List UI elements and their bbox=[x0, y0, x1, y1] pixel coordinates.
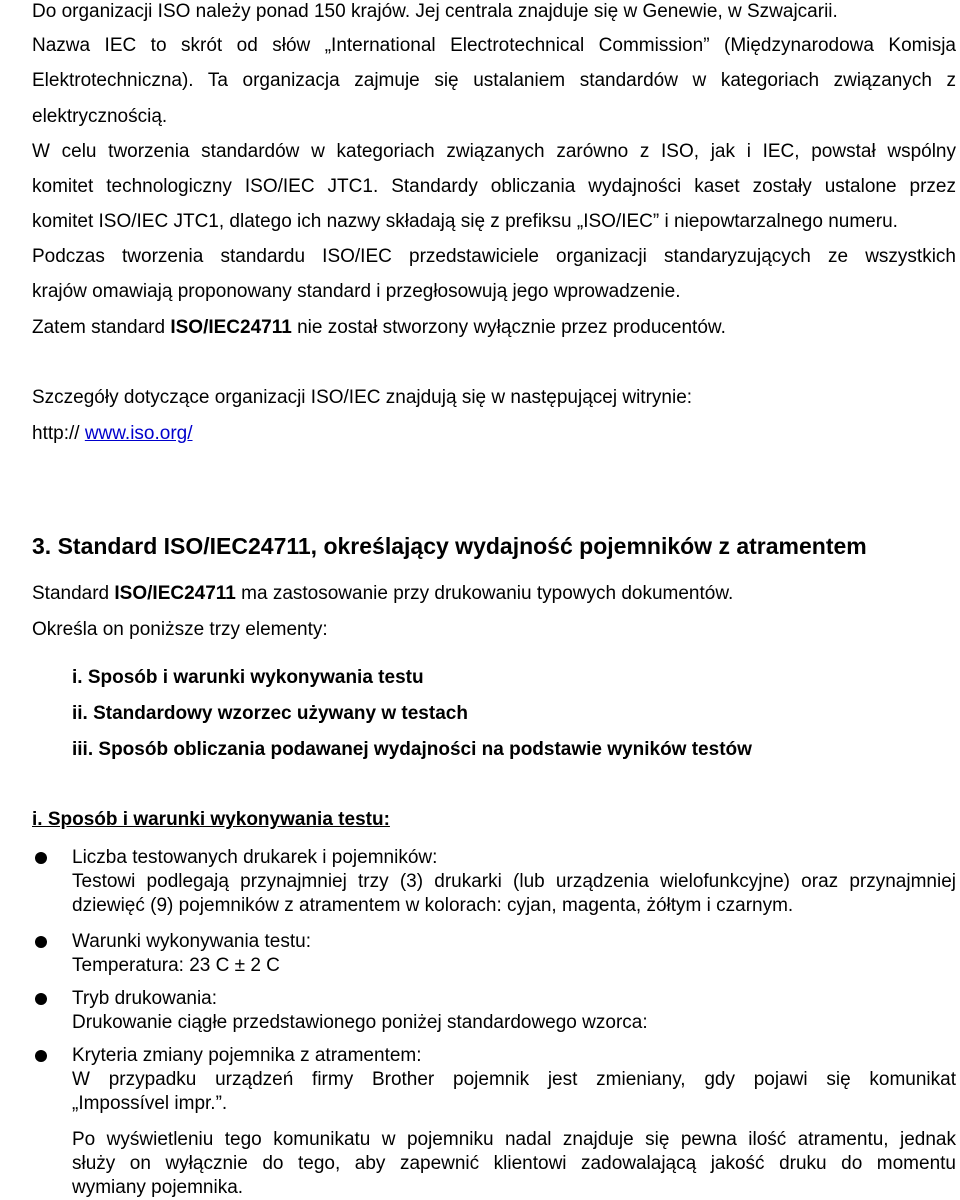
paragraph-line: Do organizacji ISO należy ponad 150 krajów. Jej centrala znajduje się w Genewie, w Szwajcarii. bbox=[32, 1, 838, 22]
url-prefix: http:// bbox=[32, 423, 85, 444]
section-defines: Określa on poniższe trzy elementy: bbox=[32, 619, 328, 640]
website-link[interactable]: www.iso.org/ bbox=[84, 423, 193, 444]
closing-text: wymiany pojemnika. bbox=[72, 1177, 244, 1198]
list-item: ii. Standardowy wzorzec używany w testach bbox=[72, 703, 468, 724]
section-heading: 3. Standard ISO/IEC24711, określający wydajność pojemników z atramentem bbox=[32, 533, 867, 559]
paragraph-line bbox=[32, 316, 956, 340]
bullet-icon bbox=[35, 936, 47, 948]
subsection-title: i. Sposób i warunki wykonywania testu: bbox=[32, 809, 390, 830]
text-segment: ma zastosowanie przy drukowaniu typowych dokumentów. bbox=[235, 583, 734, 604]
standard-name: ISO/IEC24711 bbox=[170, 317, 292, 338]
paragraph-line: krajów omawiają proponowany standard i przegłosowują jego wprowadzenie. bbox=[32, 281, 681, 302]
text-segment: nie został stworzony wyłącznie przez producentów. bbox=[291, 317, 726, 338]
website-line bbox=[32, 422, 956, 446]
paragraph-line: Podczas tworzenia standardu ISO/IEC przedstawiciele organizacji standaryzujących ze wszystkich bbox=[32, 246, 956, 267]
paragraph-line: Nazwa IEC to skrót od słów „International Electrotechnical Commission” (Międzynarodowa Komisja bbox=[32, 35, 956, 56]
details-text: Szczegóły dotyczące organizacji ISO/IEC znajdują się w następującej witrynie: bbox=[32, 387, 693, 408]
text-segment: Standard bbox=[32, 583, 115, 604]
text-segment: Zatem standard bbox=[32, 317, 171, 338]
paragraph-line: komitet ISO/IEC JTC1, dlatego ich nazwy składają się z prefiksu „ISO/IEC” i niepowtarzalnego numeru. bbox=[32, 211, 898, 232]
bullet-text: Drukowanie ciągłe przedstawionego poniżej standardowego wzorca: bbox=[72, 1012, 648, 1033]
bullet-text: Testowi podlegają przynajmniej trzy (3) drukarki (lub urządzenia wielofunkcyjne) oraz przynajmniej bbox=[72, 871, 956, 892]
standard-name: ISO/IEC24711 bbox=[114, 583, 236, 604]
closing-text: służy on wyłącznie do tego, aby zapewnić klientowi zadowalającą jakość druku do momentu bbox=[72, 1153, 956, 1174]
bullet-text: dziewięć (9) pojemników z atramentem w kolorach: cyjan, magenta, żółtym i czarnym. bbox=[72, 895, 794, 916]
bullet-label: Kryteria zmiany pojemnika z atramentem: bbox=[72, 1045, 422, 1066]
bullet-text: Temperatura: 23 C ± 2 C bbox=[72, 955, 280, 976]
paragraph-line: elektrycznością. bbox=[32, 106, 168, 127]
list-item: iii. Sposób obliczania podawanej wydajności na podstawie wyników testów bbox=[72, 739, 752, 760]
bullet-label: Liczba testowanych drukarek i pojemników: bbox=[72, 847, 438, 868]
bullet-label: Tryb drukowania: bbox=[72, 988, 218, 1009]
paragraph-line: Elektrotechniczna). Ta organizacja zajmuje się ustalaniem standardów w kategoriach związanych z bbox=[32, 70, 956, 91]
paragraph-line: W celu tworzenia standardów w kategoriach związanych zarówno z ISO, jak i IEC, powstał wspólny bbox=[32, 141, 956, 162]
bullet-icon bbox=[35, 852, 47, 864]
closing-text: Po wyświetleniu tego komunikatu w pojemniku nadal znajduje się pewna ilość atramentu, jednak bbox=[72, 1129, 956, 1150]
bullet-text: „Impossível impr.”. bbox=[72, 1093, 228, 1114]
bullet-label: Warunki wykonywania testu: bbox=[72, 931, 312, 952]
bullet-icon bbox=[35, 1050, 47, 1062]
section-intro bbox=[32, 582, 956, 606]
paragraph-line: komitet technologiczny ISO/IEC JTC1. Standardy obliczania wydajności kaset zostały ustalone przez bbox=[32, 176, 956, 197]
bullet-text: W przypadku urządzeń firmy Brother pojemnik jest zmieniany, gdy pojawi się komunikat bbox=[72, 1069, 956, 1090]
list-item: i. Sposób i warunki wykonywania testu bbox=[72, 667, 424, 688]
bullet-icon bbox=[35, 993, 47, 1005]
